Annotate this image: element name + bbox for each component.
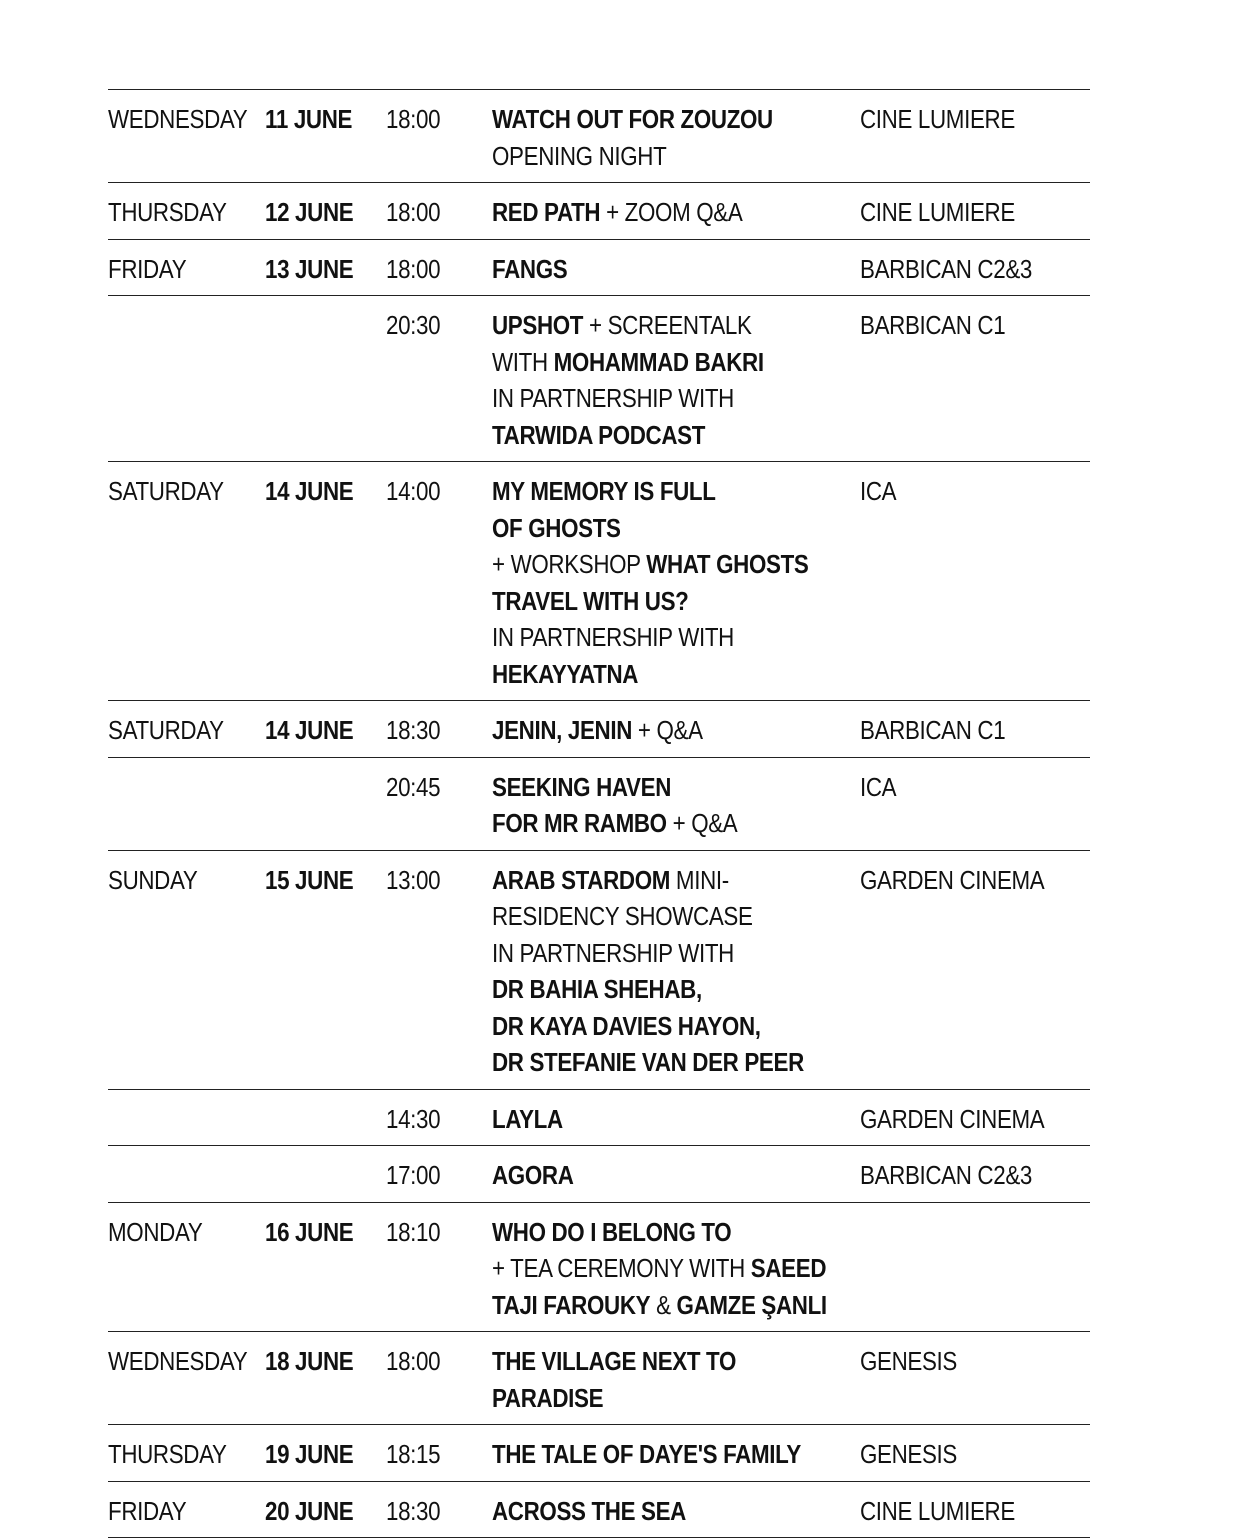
row-day <box>108 1214 265 1324</box>
event-title-segment: LAYLA <box>492 1104 563 1134</box>
row-day <box>108 769 265 842</box>
row-time-text: 14:30 <box>386 1101 440 1138</box>
event-title-segment: FOR MR RAMBO <box>492 808 667 838</box>
row-venue-text: GENESIS <box>860 1436 957 1473</box>
event-line <box>492 656 860 693</box>
event-line-text <box>492 1008 761 1045</box>
event-line-text <box>492 380 734 417</box>
row-event <box>492 862 860 1081</box>
event-title-segment: THE TALE OF DAYE'S FAMILY <box>492 1439 801 1469</box>
row-event <box>492 1214 860 1324</box>
schedule-row <box>108 240 1090 297</box>
event-title-segment: WATCH OUT FOR ZOUZOU <box>492 104 773 134</box>
row-time-text: 18:00 <box>386 101 440 138</box>
row-date <box>265 1436 386 1473</box>
event-title-segment: THE VILLAGE NEXT TO <box>492 1346 736 1376</box>
event-line <box>492 251 860 288</box>
screening-schedule <box>108 89 1090 1538</box>
event-line <box>492 1493 860 1530</box>
event-title-segment: MOHAMMAD BAKRI <box>554 347 764 377</box>
event-line <box>492 194 860 231</box>
event-detail-segment: + ZOOM Q&A <box>600 197 742 227</box>
row-venue <box>860 1493 1090 1530</box>
row-date <box>265 1493 386 1530</box>
row-venue-text: CINE LUMIERE <box>860 194 1015 231</box>
event-title-segment: ARAB STARDOM <box>492 865 670 895</box>
row-event <box>492 1436 860 1473</box>
row-day-text: THURSDAY <box>108 1436 227 1473</box>
row-time <box>386 101 492 174</box>
schedule-row <box>108 701 1090 758</box>
row-date-text: 14 JUNE <box>265 712 353 749</box>
row-venue-text: GARDEN CINEMA <box>860 1101 1044 1138</box>
event-detail-segment: IN PARTNERSHIP WITH <box>492 383 734 413</box>
row-venue <box>860 194 1090 231</box>
event-title-segment: MY MEMORY IS FULL <box>492 476 716 506</box>
row-time-text: 14:00 <box>386 473 440 510</box>
event-title-segment: DR STEFANIE VAN DER PEER <box>492 1047 804 1077</box>
event-line-text <box>492 1380 603 1417</box>
row-date <box>265 1157 386 1194</box>
event-line <box>492 1214 860 1251</box>
row-day <box>108 1343 265 1416</box>
row-time-text: 18:00 <box>386 194 440 231</box>
event-detail-segment: + Q&A <box>632 715 703 745</box>
row-date <box>265 101 386 174</box>
event-line-text <box>492 1101 563 1138</box>
event-line-text <box>492 1287 827 1324</box>
event-line <box>492 583 860 620</box>
row-day <box>108 1436 265 1473</box>
event-title-segment: FANGS <box>492 254 567 284</box>
row-time-text: 13:00 <box>386 862 440 899</box>
row-day-text: WEDNESDAY <box>108 1343 247 1380</box>
event-title-segment: SAEED <box>751 1253 826 1283</box>
event-title-segment: SEEKING HAVEN <box>492 772 671 802</box>
row-day <box>108 712 265 749</box>
row-venue-text: BARBICAN C1 <box>860 307 1005 344</box>
event-line-text <box>492 1343 736 1380</box>
event-title-segment: ACROSS THE SEA <box>492 1496 686 1526</box>
row-venue <box>860 1436 1090 1473</box>
event-line <box>492 1343 860 1380</box>
event-line-text <box>492 1214 731 1251</box>
schedule-row <box>108 1482 1090 1538</box>
row-date-text: 19 JUNE <box>265 1436 353 1473</box>
event-line <box>492 473 860 510</box>
event-line-text <box>492 805 737 842</box>
event-detail-segment: WITH <box>492 347 554 377</box>
row-time <box>386 473 492 692</box>
row-time <box>386 1493 492 1530</box>
event-line-text <box>492 971 702 1008</box>
row-date <box>265 769 386 842</box>
schedule-row <box>108 1090 1090 1147</box>
event-line-text <box>492 101 773 138</box>
event-line <box>492 935 860 972</box>
event-line <box>492 1157 860 1194</box>
row-day <box>108 1157 265 1194</box>
event-line-text <box>492 1493 686 1530</box>
row-event <box>492 1101 860 1138</box>
row-day-text: MONDAY <box>108 1214 202 1251</box>
event-detail-segment: IN PARTNERSHIP WITH <box>492 938 734 968</box>
row-time-text: 20:30 <box>386 307 440 344</box>
event-line <box>492 1436 860 1473</box>
row-event <box>492 1343 860 1416</box>
row-venue <box>860 1157 1090 1194</box>
event-title-segment: GAMZE ŞANLI <box>677 1290 827 1320</box>
event-line <box>492 101 860 138</box>
event-line-text <box>492 769 671 806</box>
event-line <box>492 1008 860 1045</box>
event-line <box>492 619 860 656</box>
event-detail-segment: MINI- <box>670 865 729 895</box>
event-line-text <box>492 712 703 749</box>
event-line-text <box>492 898 753 935</box>
row-time <box>386 862 492 1081</box>
schedule-row <box>108 1425 1090 1482</box>
row-event <box>492 1157 860 1194</box>
row-date <box>265 862 386 1081</box>
row-time <box>386 769 492 842</box>
event-line <box>492 546 860 583</box>
event-title-segment: JENIN, JENIN <box>492 715 632 745</box>
row-event <box>492 101 860 174</box>
event-title-segment: RED PATH <box>492 197 600 227</box>
event-title-segment: TRAVEL WITH US? <box>492 586 688 616</box>
row-date-text: 13 JUNE <box>265 251 353 288</box>
row-day-text: SUNDAY <box>108 862 197 899</box>
row-event <box>492 769 860 842</box>
row-time <box>386 1343 492 1416</box>
event-line-text <box>492 1250 826 1287</box>
row-time-text: 18:10 <box>386 1214 440 1251</box>
row-time <box>386 1436 492 1473</box>
schedule-row <box>108 183 1090 240</box>
row-date-text: 16 JUNE <box>265 1214 353 1251</box>
row-event <box>492 194 860 231</box>
event-line-text <box>492 935 734 972</box>
event-line-text <box>492 546 808 583</box>
event-title-segment: WHAT GHOSTS <box>646 549 808 579</box>
row-day-text: FRIDAY <box>108 1493 186 1530</box>
row-venue <box>860 1343 1090 1416</box>
event-line <box>492 898 860 935</box>
row-time <box>386 712 492 749</box>
event-line <box>492 417 860 454</box>
schedule-row <box>108 462 1090 701</box>
row-event <box>492 307 860 453</box>
event-line <box>492 1287 860 1324</box>
row-date <box>265 307 386 453</box>
event-detail-segment: OPENING NIGHT <box>492 141 666 171</box>
schedule-row <box>108 296 1090 462</box>
row-day-text: THURSDAY <box>108 194 227 231</box>
event-line-text <box>492 307 752 344</box>
event-line <box>492 1250 860 1287</box>
event-line-text <box>492 138 666 175</box>
row-date <box>265 251 386 288</box>
row-venue-text: BARBICAN C1 <box>860 712 1005 749</box>
event-title-segment: AGORA <box>492 1160 574 1190</box>
row-venue <box>860 862 1090 1081</box>
event-title-segment: TARWIDA PODCAST <box>492 420 705 450</box>
row-day <box>108 862 265 1081</box>
row-time-text: 18:15 <box>386 1436 440 1473</box>
row-venue-text: GENESIS <box>860 1343 957 1380</box>
row-time-text: 20:45 <box>386 769 440 806</box>
event-line <box>492 862 860 899</box>
row-time-text: 17:00 <box>386 1157 440 1194</box>
schedule-row <box>108 758 1090 851</box>
row-date-text: 15 JUNE <box>265 862 353 899</box>
row-day <box>108 1493 265 1530</box>
row-time <box>386 1157 492 1194</box>
row-date <box>265 712 386 749</box>
event-detail-segment: IN PARTNERSHIP WITH <box>492 622 734 652</box>
row-venue <box>860 251 1090 288</box>
event-title-segment: TAJI FAROUKY <box>492 1290 650 1320</box>
event-line-text <box>492 344 764 381</box>
schedule-row <box>108 851 1090 1090</box>
row-day-text: SATURDAY <box>108 712 224 749</box>
event-line-text <box>492 1436 801 1473</box>
row-time <box>386 307 492 453</box>
row-day-text: WEDNESDAY <box>108 101 247 138</box>
row-date-text: 11 JUNE <box>265 101 352 138</box>
row-date-text: 18 JUNE <box>265 1343 353 1380</box>
row-venue <box>860 101 1090 174</box>
event-detail-segment: + WORKSHOP <box>492 549 646 579</box>
event-line-text <box>492 417 705 454</box>
event-line-text <box>492 1044 804 1081</box>
event-line-text <box>492 656 638 693</box>
event-line <box>492 344 860 381</box>
row-day-text: FRIDAY <box>108 251 186 288</box>
row-day <box>108 194 265 231</box>
row-venue-text: CINE LUMIERE <box>860 101 1015 138</box>
row-venue <box>860 307 1090 453</box>
row-day <box>108 101 265 174</box>
row-day-text: SATURDAY <box>108 473 224 510</box>
row-venue-text: ICA <box>860 473 896 510</box>
event-detail-segment: + Q&A <box>667 808 738 838</box>
row-venue-text: CINE LUMIERE <box>860 1493 1015 1530</box>
event-line <box>492 510 860 547</box>
event-line-text <box>492 194 742 231</box>
row-time <box>386 194 492 231</box>
row-event <box>492 251 860 288</box>
event-line <box>492 138 860 175</box>
event-line-text <box>492 510 621 547</box>
event-detail-segment: + TEA CEREMONY WITH <box>492 1253 751 1283</box>
event-line <box>492 769 860 806</box>
schedule-row <box>108 90 1090 183</box>
event-line <box>492 1044 860 1081</box>
row-venue <box>860 1214 1090 1324</box>
event-title-segment: HEKAYYATNA <box>492 659 638 689</box>
event-line-text <box>492 619 734 656</box>
schedule-row <box>108 1146 1090 1203</box>
event-line <box>492 1101 860 1138</box>
row-time-text: 18:00 <box>386 251 440 288</box>
row-date <box>265 1214 386 1324</box>
row-time <box>386 1214 492 1324</box>
event-line-text <box>492 1157 574 1194</box>
event-title-segment: DR KAYA DAVIES HAYON, <box>492 1011 761 1041</box>
row-event <box>492 473 860 692</box>
event-line <box>492 712 860 749</box>
row-date <box>265 473 386 692</box>
schedule-row <box>108 1203 1090 1333</box>
row-venue-text: ICA <box>860 769 896 806</box>
row-day <box>108 251 265 288</box>
event-line-text <box>492 862 729 899</box>
row-venue-text: GARDEN CINEMA <box>860 862 1044 899</box>
row-time-text: 18:30 <box>386 712 440 749</box>
event-detail-segment: + SCREENTALK <box>583 310 751 340</box>
event-title-segment: OF GHOSTS <box>492 513 621 543</box>
row-time <box>386 251 492 288</box>
row-date-text: 20 JUNE <box>265 1493 353 1530</box>
row-day <box>108 307 265 453</box>
event-line-text <box>492 473 716 510</box>
row-venue <box>860 712 1090 749</box>
row-venue <box>860 473 1090 692</box>
event-detail-segment: & <box>650 1290 676 1320</box>
event-line-text <box>492 251 567 288</box>
row-venue <box>860 1101 1090 1138</box>
row-date <box>265 1101 386 1138</box>
event-title-segment: UPSHOT <box>492 310 583 340</box>
schedule-row <box>108 1332 1090 1425</box>
row-date-text: 14 JUNE <box>265 473 353 510</box>
row-event <box>492 712 860 749</box>
event-title-segment: DR BAHIA SHEHAB, <box>492 974 702 1004</box>
row-day <box>108 473 265 692</box>
row-date <box>265 194 386 231</box>
event-line <box>492 971 860 1008</box>
event-line <box>492 805 860 842</box>
event-line <box>492 1380 860 1417</box>
row-time-text: 18:30 <box>386 1493 440 1530</box>
row-time <box>386 1101 492 1138</box>
row-date <box>265 1343 386 1416</box>
row-date-text: 12 JUNE <box>265 194 353 231</box>
event-title-segment: WHO DO I BELONG TO <box>492 1217 731 1247</box>
row-time-text: 18:00 <box>386 1343 440 1380</box>
row-venue <box>860 769 1090 842</box>
row-day <box>108 1101 265 1138</box>
event-title-segment: PARADISE <box>492 1383 603 1413</box>
event-line <box>492 380 860 417</box>
row-event <box>492 1493 860 1530</box>
event-line <box>492 307 860 344</box>
event-line-text <box>492 583 688 620</box>
row-venue-text: BARBICAN C2&3 <box>860 251 1032 288</box>
event-detail-segment: RESIDENCY SHOWCASE <box>492 901 753 931</box>
row-venue-text: BARBICAN C2&3 <box>860 1157 1032 1194</box>
